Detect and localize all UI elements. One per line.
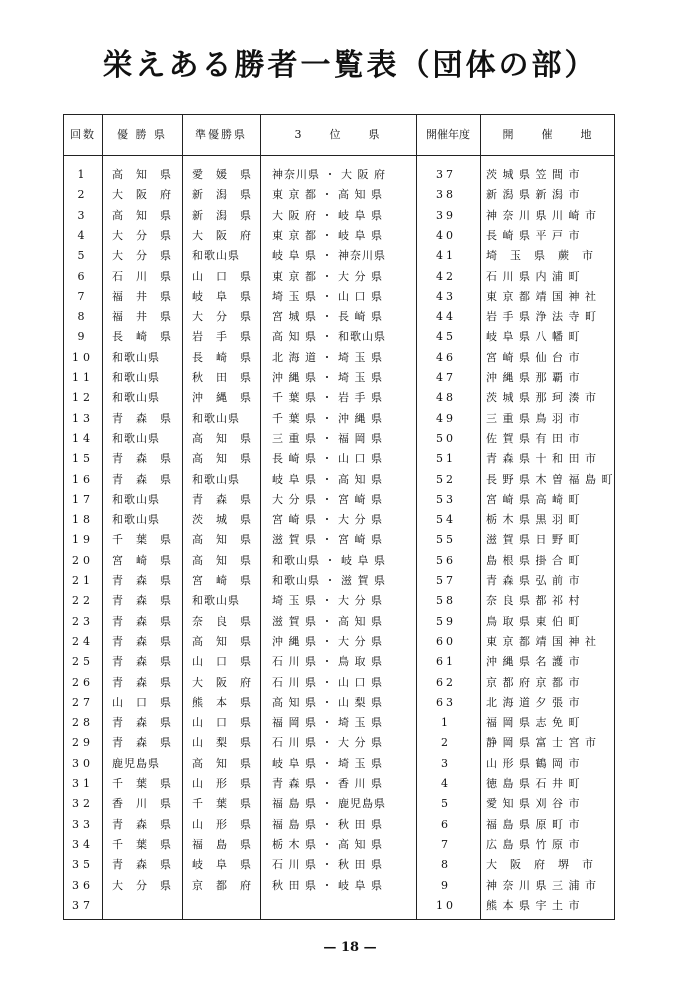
row-number: 5 [77,249,89,263]
winner-cell: 山 口 県 [112,695,172,709]
winner-cell: 青 森 県 [112,614,172,628]
year-cell: 48 [436,391,456,405]
table-row [64,165,614,185]
runner-up-cell: 沖 縄 県 [192,391,252,405]
third-place-cell: 東 京 都 ・ 大 分 県 [272,269,383,283]
table-row [64,327,614,347]
year-cell: 4 [441,777,451,790]
venue-cell: 大 阪 府 堺 市 [486,858,594,872]
table-row [64,794,614,814]
row-number: 14 [72,431,94,445]
winner-cell: 青 森 県 [112,817,172,831]
third-place-cell: 和歌山県 ・ 滋 賀 県 [272,574,386,587]
venue-cell: 宮 崎 県 仙 台 市 [486,350,581,364]
runner-up-cell: 山 梨 県 [192,736,252,750]
venue-cell: 愛 知 県 刈 谷 市 [486,797,581,811]
winner-cell: 千 葉 県 [112,837,172,851]
row-number: 17 [72,492,94,506]
third-place-cell: 神奈川県 ・ 大 阪 府 [272,168,386,181]
row-number: 26 [72,675,94,689]
winner-cell: 青 森 県 [112,858,172,872]
year-cell: 38 [436,188,456,202]
third-place-cell: 宮 城 県 ・ 長 崎 県 [272,310,383,324]
year-cell: 60 [436,634,456,648]
venue-cell: 滋 賀 県 日 野 町 [486,533,581,547]
row-number: 30 [72,756,94,770]
table-row [64,754,614,774]
row-number: 21 [72,574,94,587]
venue-cell: 福 島 県 原 町 市 [486,817,581,831]
row-number: 18 [72,513,94,527]
row-number: 36 [72,878,94,892]
third-place-cell: 高 知 県 ・ 山 梨 県 [272,695,383,709]
year-cell: 58 [436,594,456,608]
table-row [64,774,614,794]
year-cell: 40 [436,228,456,242]
year-cell: 43 [436,289,456,303]
year-cell: 51 [436,452,456,466]
venue-cell: 栃 木 県 黒 羽 町 [486,513,581,527]
page-number: — 18 — [323,940,377,955]
third-place-cell: 三 重 県 ・ 福 岡 県 [272,431,383,445]
third-place-cell: 和歌山県 ・ 岐 阜 県 [272,553,386,567]
winner-cell: 和歌山県 [112,350,160,364]
table-row [64,632,614,652]
winner-cell [112,896,182,916]
row-number: 20 [72,553,94,567]
row-number: 4 [77,228,89,242]
runner-up-cell: 大 分 県 [192,310,252,324]
winner-cell: 長 崎 県 [112,330,172,344]
year-cell: 59 [436,614,456,628]
winner-cell: 福 井 県 [112,289,172,303]
third-place-cell: 埼 玉 県 ・ 山 口 県 [272,289,383,303]
table-row [64,409,614,429]
winner-cell: 石 川 県 [112,269,172,283]
venue-cell: 島 根 県 掛 合 町 [486,553,581,567]
row-number: 15 [72,452,94,466]
third-place-cell: 高 知 県 ・ 和歌山県 [272,330,386,344]
venue-cell: 三 重 県 鳥 羽 市 [486,411,581,425]
table-row [64,612,614,632]
row-number: 35 [72,858,94,872]
venue-cell: 岐 阜 県 八 幡 町 [486,330,581,344]
row-number: 25 [72,655,94,669]
third-place-cell: 大 阪 府 ・ 岐 阜 県 [272,208,383,222]
runner-up-cell: 福 島 県 [192,837,252,851]
venue-cell: 佐 賀 県 有 田 市 [486,431,581,445]
table-row [64,571,614,591]
row-number: 1 [77,168,89,181]
row-number: 34 [72,837,94,851]
venue-cell: 東 京 都 靖 国 神 社 [486,634,597,648]
runner-up-cell: 高 知 県 [192,553,252,567]
table-row [64,348,614,368]
table-row [64,713,614,733]
year-cell: 3 [441,756,451,770]
page-title: 栄えある勝者一覧表（団体の部） [102,48,598,83]
third-place-cell: 滋 賀 県 ・ 高 知 県 [272,614,383,628]
runner-up-cell: 山 形 県 [192,777,252,790]
table-row [64,652,614,672]
runner-up-cell: 茨 城 県 [192,513,252,527]
venue-cell: 福 岡 県 志 免 町 [486,716,581,730]
venue-cell: 茨 城 県 那 珂 湊 市 [486,391,597,405]
winner-cell: 高 知 県 [112,208,172,222]
venue-cell: 神 奈 川 県 三 浦 市 [486,878,597,892]
year-cell: 7 [441,837,451,851]
table-row [64,429,614,449]
table-row [64,206,614,226]
runner-up-cell: 熊 本 県 [192,695,252,709]
year-cell: 50 [436,431,456,445]
year-cell: 44 [436,310,456,324]
year-cell: 56 [436,553,456,567]
third-place-cell: 北 海 道 ・ 埼 玉 県 [272,350,383,364]
table-row [64,388,614,408]
runner-up-cell: 和歌山県 [192,411,240,425]
venue-cell: 広 島 県 竹 原 市 [486,837,581,851]
table-row [64,591,614,611]
runner-up-cell: 岐 阜 県 [192,289,252,303]
venue-cell: 青 森 県 十 和 田 市 [486,452,597,466]
row-number: 27 [72,695,94,709]
winner-cell: 香 川 県 [112,797,172,811]
header-winner: 優 勝 県 [117,128,167,141]
venue-cell: 宮 崎 県 高 崎 町 [486,492,581,506]
year-cell: 42 [436,269,456,283]
runner-up-cell: 高 知 県 [192,431,252,445]
year-cell: 5 [441,797,451,811]
year-cell: 8 [441,858,451,872]
year-cell: 49 [436,411,456,425]
third-place-cell: 石 川 県 ・ 山 口 県 [272,675,383,689]
venue-cell: 青 森 県 弘 前 市 [486,574,581,587]
table-row [64,287,614,307]
winner-cell: 和歌山県 [112,371,160,384]
winners-table [63,114,615,920]
winner-cell: 千 葉 県 [112,777,172,790]
row-number: 2 [77,188,89,202]
third-place-cell: 滋 賀 県 ・ 宮 崎 県 [272,533,383,547]
winner-cell: 和歌山県 [112,431,160,445]
venue-cell: 京 都 府 京 都 市 [486,675,581,689]
third-place-cell: 石 川 県 ・ 大 分 県 [272,736,383,750]
venue-cell: 静 岡 県 富 士 宮 市 [486,736,597,750]
winner-cell: 大 分 県 [112,249,172,263]
winner-cell: 青 森 県 [112,655,172,669]
third-place-cell: 岐 阜 県 ・ 神奈川県 [272,249,386,263]
runner-up-cell: 新 潟 県 [192,188,252,202]
winner-cell: 宮 崎 県 [112,553,172,567]
year-cell: 41 [436,249,456,263]
table-row [64,733,614,753]
venue-cell: 神 奈 川 県 川 崎 市 [486,208,597,222]
third-place-cell: 千 葉 県 ・ 岩 手 県 [272,391,383,405]
runner-up-cell: 愛 媛 県 [192,168,252,181]
year-cell: 6 [441,817,451,831]
runner-up-cell: 千 葉 県 [192,797,252,811]
third-place-cell: 沖 縄 県 ・ 大 分 県 [272,634,383,648]
third-place-cell: 東 京 都 ・ 高 知 県 [272,188,383,202]
table-row [64,510,614,530]
year-cell: 10 [436,898,456,912]
venue-cell: 新 潟 県 新 潟 市 [486,188,581,202]
winner-cell: 高 知 県 [112,168,172,181]
table-header [64,115,614,156]
winner-cell: 青 森 県 [112,716,172,730]
row-number: 11 [72,371,94,384]
year-cell: 54 [436,513,456,527]
winner-cell: 大 阪 府 [112,188,172,202]
venue-cell: 東 京 都 靖 国 神 社 [486,289,597,303]
year-cell: 37 [436,168,456,181]
winner-cell: 青 森 県 [112,411,172,425]
runner-up-cell: 大 阪 府 [192,228,252,242]
winner-cell: 和歌山県 [112,513,160,527]
venue-cell: 沖 縄 県 名 護 市 [486,655,581,669]
runner-up-cell: 岩 手 県 [192,330,252,344]
third-place-cell: 福 島 県 ・ 秋 田 県 [272,817,383,831]
winner-cell: 青 森 県 [112,594,172,608]
row-number: 31 [72,777,94,790]
row-number: 23 [72,614,94,628]
year-cell: 57 [436,574,456,587]
row-number: 32 [72,797,94,811]
table-row [64,267,614,287]
row-number: 37 [72,898,94,912]
runner-up-cell: 高 知 県 [192,756,252,770]
venue-cell: 茨 城 県 笠 間 市 [486,168,581,181]
third-place-cell: 石 川 県 ・ 鳥 取 県 [272,655,383,669]
row-number: 3 [77,208,89,222]
venue-cell: 徳 島 県 石 井 町 [486,777,581,790]
third-place-cell: 栃 木 県 ・ 高 知 県 [272,837,383,851]
third-place-cell: 東 京 都 ・ 岐 阜 県 [272,228,383,242]
third-place-cell [272,896,414,916]
year-cell: 62 [436,675,456,689]
table-row [64,226,614,246]
runner-up-cell: 秋 田 県 [192,371,252,384]
year-cell: 39 [436,208,456,222]
row-number: 6 [77,269,89,283]
winner-cell: 和歌山県 [112,391,160,405]
runner-up-cell: 山 口 県 [192,655,252,669]
venue-cell: 沖 縄 県 那 覇 市 [486,371,581,384]
runner-up-cell: 奈 良 県 [192,614,252,628]
table-row [64,896,614,916]
year-cell: 47 [436,371,456,384]
table-row [64,835,614,855]
winner-cell: 千 葉 県 [112,533,172,547]
row-number: 33 [72,817,94,831]
third-place-cell: 千 葉 県 ・ 沖 縄 県 [272,411,383,425]
table-row [64,246,614,266]
runner-up-cell: 宮 崎 県 [192,574,252,587]
year-cell: 2 [441,736,451,750]
row-number: 9 [77,330,89,344]
year-cell: 61 [436,655,456,669]
row-number: 8 [77,310,89,324]
runner-up-cell: 高 知 県 [192,533,252,547]
row-number: 29 [72,736,94,750]
winner-cell: 青 森 県 [112,452,172,466]
row-number: 22 [72,594,94,608]
table-row [64,673,614,693]
runner-up-cell: 岐 阜 県 [192,858,252,872]
runner-up-cell: 山 形 県 [192,817,252,831]
third-place-cell: 沖 縄 県 ・ 埼 玉 県 [272,371,383,384]
venue-cell: 鳥 取 県 東 伯 町 [486,614,581,628]
runner-up-cell [192,896,256,916]
header-round: 回数 [70,128,96,141]
table-row [64,551,614,571]
year-cell: 45 [436,330,456,344]
third-place-cell: 埼 玉 県 ・ 大 分 県 [272,594,383,608]
table-row [64,855,614,875]
runner-up-cell: 京 都 府 [192,878,252,892]
year-cell: 1 [441,716,451,730]
winner-cell: 青 森 県 [112,736,172,750]
venue-cell: 石 川 県 内 浦 町 [486,269,581,283]
third-place-cell: 宮 崎 県 ・ 大 分 県 [272,513,383,527]
venue-cell: 奈 良 県 都 祁 村 [486,594,581,608]
runner-up-cell: 和歌山県 [192,594,240,608]
table-row [64,490,614,510]
third-place-cell: 岐 阜 県 ・ 埼 玉 県 [272,756,383,770]
row-number: 19 [72,533,94,547]
venue-cell: 山 形 県 鶴 岡 市 [486,756,581,770]
third-place-cell: 福 岡 県 ・ 埼 玉 県 [272,716,383,730]
runner-up-cell: 長 崎 県 [192,350,252,364]
venue-cell: 北 海 道 夕 張 市 [486,695,581,709]
row-number: 12 [72,391,94,405]
table-row [64,449,614,469]
runner-up-cell: 大 阪 府 [192,675,252,689]
runner-up-cell: 新 潟 県 [192,208,252,222]
row-number: 28 [72,716,94,730]
runner-up-cell: 山 口 県 [192,716,252,730]
row-number: 16 [72,472,94,486]
table-row [64,530,614,550]
winner-cell: 青 森 県 [112,675,172,689]
table-row [64,815,614,835]
table-row [64,368,614,388]
header-venue: 開 催 地 [502,128,594,141]
header-third: 3 位 県 [294,128,382,141]
venue-cell: 熊 本 県 宇 土 市 [486,898,581,912]
runner-up-cell: 山 口 県 [192,269,252,283]
third-place-cell: 福 島 県 ・ 鹿児島県 [272,797,386,811]
winner-cell: 青 森 県 [112,634,172,648]
winner-cell: 福 井 県 [112,310,172,324]
venue-cell: 埼 玉 県 蕨 市 [486,249,594,263]
year-cell: 53 [436,492,456,506]
year-cell: 52 [436,472,456,486]
runner-up-cell: 和歌山県 [192,249,240,263]
third-place-cell: 大 分 県 ・ 宮 崎 県 [272,492,383,506]
third-place-cell: 石 川 県 ・ 秋 田 県 [272,858,383,872]
runner-up-cell: 高 知 県 [192,634,252,648]
year-cell: 63 [436,695,456,709]
row-number: 24 [72,634,94,648]
runner-up-cell: 和歌山県 [192,472,240,486]
third-place-cell: 青 森 県 ・ 香 川 県 [272,777,383,790]
year-cell: 46 [436,350,456,364]
year-cell: 9 [441,878,451,892]
row-number: 10 [72,350,94,364]
venue-cell: 長 崎 県 平 戸 市 [486,228,581,242]
row-number: 7 [77,289,89,303]
runner-up-cell: 高 知 県 [192,452,252,466]
winner-cell: 鹿児島県 [112,756,160,770]
table-row [64,307,614,327]
third-place-cell: 岐 阜 県 ・ 高 知 県 [272,472,383,486]
venue-cell: 長 野 県 木 曽 福 島 町 [486,472,614,486]
row-number: 13 [72,411,94,425]
table-row [64,185,614,205]
header-runner-up: 準優勝県 [195,128,247,141]
header-year: 開催年度 [426,128,470,141]
winner-cell: 和歌山県 [112,492,160,506]
venue-cell: 岩 手 県 浄 法 寺 町 [486,310,597,324]
third-place-cell: 長 崎 県 ・ 山 口 県 [272,452,383,466]
table-row [64,693,614,713]
third-place-cell: 秋 田 県 ・ 岐 阜 県 [272,878,383,892]
winner-cell: 大 分 県 [112,878,172,892]
winner-cell: 青 森 県 [112,472,172,486]
runner-up-cell: 青 森 県 [192,492,252,506]
winner-cell: 大 分 県 [112,228,172,242]
table-row [64,876,614,896]
winner-cell: 青 森 県 [112,574,172,587]
year-cell: 55 [436,533,456,547]
table-row [64,470,614,490]
